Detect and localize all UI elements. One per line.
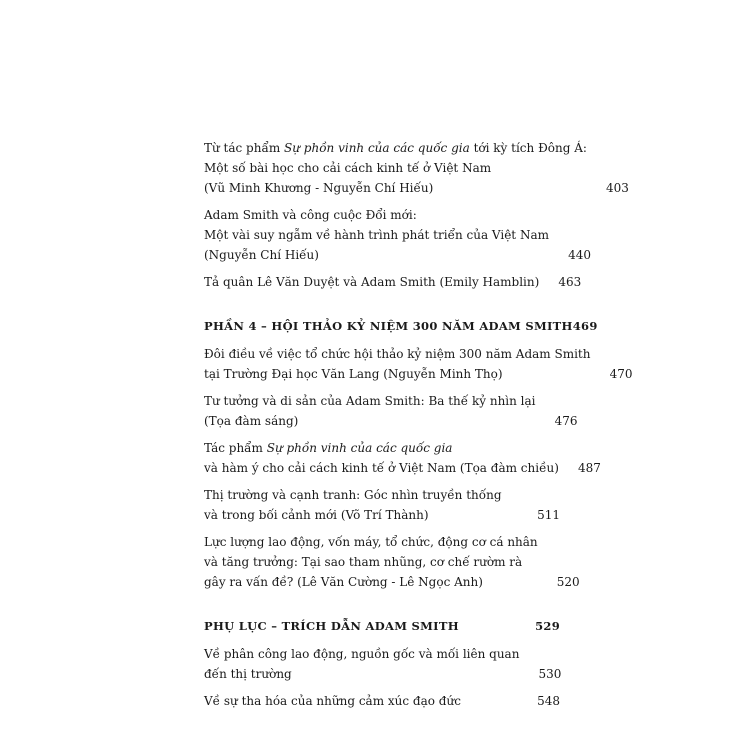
section-heading-appendix — [204, 616, 560, 636]
page-number: 469 — [572, 319, 598, 333]
toc-entry-text — [204, 438, 569, 478]
toc-entry-text — [204, 138, 597, 198]
toc-entry-line: Tả quân Lê Văn Duyệt và Adam Smith (Emily Hamblin) — [204, 275, 540, 289]
toc-entry-text — [204, 532, 548, 592]
line-text: Từ tác phẩm — [204, 141, 285, 155]
toc-entry-line: (Vũ Minh Khương - Nguyễn Chí Hiếu) — [204, 181, 434, 195]
toc-entry — [204, 644, 560, 684]
page-number: 529 — [535, 619, 560, 633]
line-text: tới kỳ tích Đông Á: — [469, 141, 587, 155]
toc-entry-text — [204, 485, 528, 525]
toc-entry — [204, 272, 582, 292]
toc-entry — [204, 344, 633, 384]
toc-entry-line: Lực lượng lao động, vốn máy, tổ chức, động cơ cá nhân — [204, 535, 538, 549]
toc-entry-line: Adam Smith và công cuộc Đổi mới: — [204, 208, 417, 222]
section-title: PHỤ LỤC – TRÍCH DẪN ADAM SMITH — [204, 619, 459, 633]
toc-entry-text — [204, 691, 528, 711]
toc-entry-line: Tư tưởng và di sản của Adam Smith: Ba thế kỷ nhìn lại — [204, 394, 536, 408]
toc-entry-text — [204, 205, 559, 265]
line-text: Tác phẩm — [204, 441, 267, 455]
page-number: 440 — [568, 248, 591, 262]
toc-entry-line: Về sự tha hóa của những cảm xúc đạo đức — [204, 694, 461, 708]
toc-entry-line: đến thị trường — [204, 667, 292, 681]
toc-entry-line: Một số bài học cho cải cách kinh tế ở Việt Nam — [204, 161, 492, 175]
toc-entry-line: và tăng trưởng: Tại sao tham nhũng, cơ chế rườm rà — [204, 555, 523, 569]
toc-entry-line: và trong bối cảnh mới (Võ Trí Thành) — [204, 508, 429, 522]
page-number: 470 — [609, 367, 633, 381]
toc-entry-line: gây ra vấn đề? (Lê Văn Cường - Lê Ngọc Anh) — [204, 575, 483, 589]
toc-entry — [204, 391, 578, 431]
page-number: 511 — [537, 508, 560, 522]
toc-entry — [204, 138, 629, 198]
section-heading-part-4 — [204, 316, 598, 336]
toc-entry-text — [204, 272, 549, 292]
section-title: PHẦN 4 – HỘI THẢO KỶ NIỆM 300 NĂM ADAM SMITH — [204, 319, 573, 333]
toc-entry — [204, 205, 591, 265]
page-number: 403 — [606, 181, 629, 195]
toc-entry-line: tại Trường Đại học Văn Lang (Nguyễn Minh Thọ) — [204, 367, 503, 381]
toc-entry-text — [204, 344, 600, 384]
book-title-italic: Sự phồn vinh của các quốc gia — [284, 141, 470, 155]
toc-entry-line — [204, 438, 559, 458]
toc-entry-line: Đôi điều về việc tổ chức hội thảo kỷ niệm 300 năm Adam Smith — [204, 347, 591, 361]
toc-entry-line: (Nguyễn Chí Hiếu) — [204, 248, 319, 262]
toc-entry-line: (Tọa đàm sáng) — [204, 414, 299, 428]
toc-entry-line: và hàm ý cho cải cách kinh tế ở Việt Nam (Tọa đàm chiều) — [204, 461, 559, 475]
toc-entry-line: Thị trường và cạnh tranh: Góc nhìn truyền thống — [204, 488, 502, 502]
page-number: 548 — [537, 694, 560, 708]
page-number: 487 — [577, 461, 601, 475]
page-number: 520 — [556, 575, 580, 589]
toc-entry-text — [204, 644, 529, 684]
toc-entry-line: Về phân công lao động, nguồn gốc và mối liên quan — [204, 647, 520, 661]
toc-entry — [204, 438, 601, 478]
page-number: 530 — [538, 667, 562, 681]
page-number: 463 — [558, 275, 582, 289]
table-of-contents — [204, 138, 633, 718]
book-title-italic: Sự phồn vinh của các quốc gia — [266, 441, 453, 455]
toc-entry — [204, 691, 560, 711]
toc-entry-text — [204, 391, 546, 431]
page-number: 476 — [554, 414, 578, 428]
toc-entry — [204, 485, 560, 525]
toc-entry — [204, 532, 580, 592]
toc-entry-line — [204, 138, 587, 158]
toc-entry-line: Một vài suy ngẫm về hành trình phát triển của Việt Nam — [204, 228, 549, 242]
